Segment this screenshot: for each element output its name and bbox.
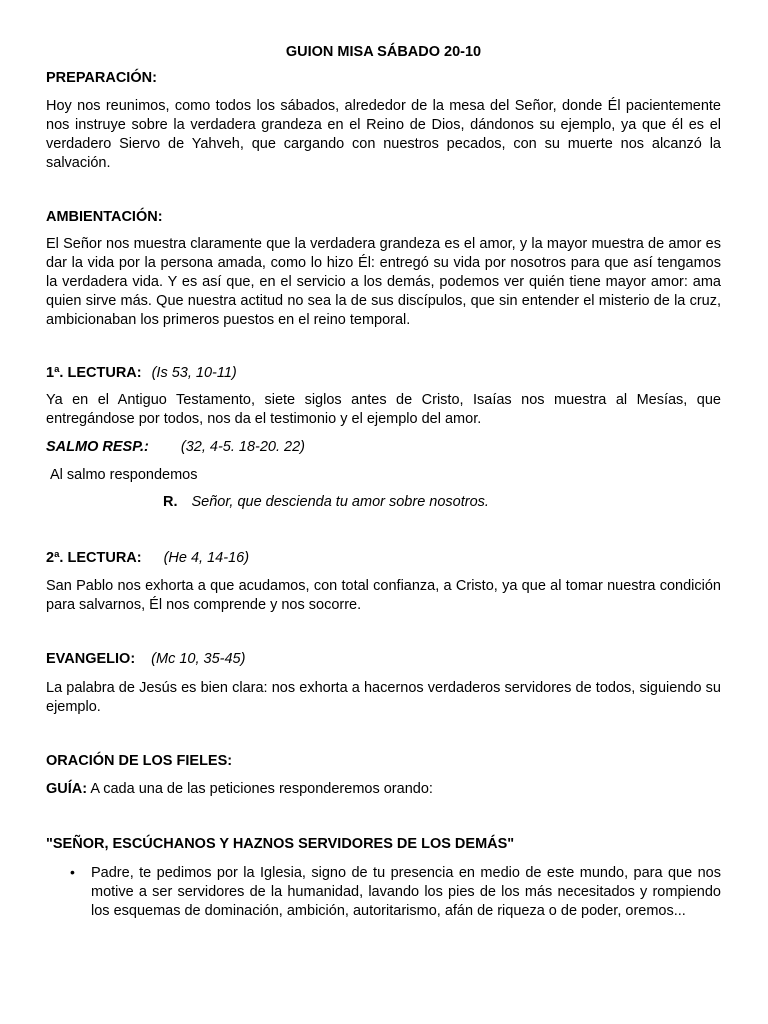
lectura1-heading-label: 1ª. LECTURA: <box>46 365 142 381</box>
evangelio-text: La palabra de Jesús es bien clara: nos exhorta a hacernos verdaderos servidores de todos, siguiendo su ejemplo. <box>46 680 721 715</box>
bullet-icon: • <box>70 864 75 880</box>
evangelio-reference: (Mc 10, 35-45) <box>151 651 246 667</box>
guia-label: GUÍA: <box>46 781 88 797</box>
guia-line <box>46 781 433 797</box>
salmo-heading-label: SALMO RESP.: <box>46 439 149 455</box>
salmo-intro: Al salmo respondemos <box>50 467 198 483</box>
preparacion-text: Hoy nos reunimos, como todos los sábados, alrededor de la mesa del Señor, donde Él pacientemente nos instruye sobre la verdadera grandeza en el Reino de Dios, dándonos su ejemplo, ya que él es el verdadero Siervo de Yahveh, que cargando con nuestros pecados, con su muerte nos alcanzó la salvación. <box>46 98 721 171</box>
evangelio-heading <box>46 651 245 667</box>
lectura1-heading <box>46 365 237 381</box>
lectura2-heading <box>46 550 249 566</box>
salmo-reference: (32, 4-5. 18-20. 22) <box>180 439 305 455</box>
response-heading: "SEÑOR, ESCÚCHANOS Y HAZNOS SERVIDORES DE LOS DEMÁS" <box>46 836 515 852</box>
salmo-response <box>163 494 489 510</box>
ambientacion-heading: AMBIENTACIÓN: <box>46 209 163 225</box>
lectura2-reference: (He 4, 14-16) <box>163 550 250 566</box>
lectura2-heading-label: 2ª. LECTURA: <box>46 550 142 566</box>
guia-text: A cada una de las peticiones responderemos orando: <box>90 781 433 797</box>
lectura1-reference: (Is 53, 10-11) <box>151 365 237 381</box>
document-title: GUION MISA SÁBADO 20-10 <box>285 44 482 60</box>
preparacion-heading: PREPARACIÓN: <box>46 70 157 86</box>
salmo-response-label: R. <box>163 494 178 510</box>
oracion-heading: ORACIÓN DE LOS FIELES: <box>46 753 233 769</box>
petition-1: Padre, te pedimos por la Iglesia, signo de tu presencia en medio de este mundo, para que nos motive a ser servidores de la humanidad, lavando los pies de los más necesitados y rompiendo los esquemas de dominación, ambición, autoritarismo, afán de riqueza o de poder, oremos... <box>91 865 721 919</box>
lectura1-text: Ya en el Antiguo Testamento, siete siglos antes de Cristo, Isaías nos muestra al Mesías, que entregándose por todos, nos da el testimonio y el ejemplo del amor. <box>46 392 721 427</box>
evangelio-heading-label: EVANGELIO: <box>46 651 136 667</box>
ambientacion-text: El Señor nos muestra claramente que la verdadera grandeza es el amor, y la mayor muestra de amor es dar la vida por la persona amada, como lo hizo Él: entregó su vida por nosotros para que así tengamos la verdadera vida. Y es así que, en el servicio a los demás, podemos ver quién tiene mayor amor: ama quien sirve más. Que nuestra actitud no sea la de sus discípulos, que sin entender el misterio de la cruz, ambicionaban los primeros puestos en el reino temporal. <box>46 236 721 328</box>
lectura2-text: San Pablo nos exhorta a que acudamos, con total confianza, a Cristo, ya que al tomar nuestra condición para salvarnos, Él nos comprende y nos socorre. <box>46 578 721 613</box>
salmo-response-text: Señor, que descienda tu amor sobre nosotros. <box>191 494 489 510</box>
salmo-heading <box>46 439 305 455</box>
